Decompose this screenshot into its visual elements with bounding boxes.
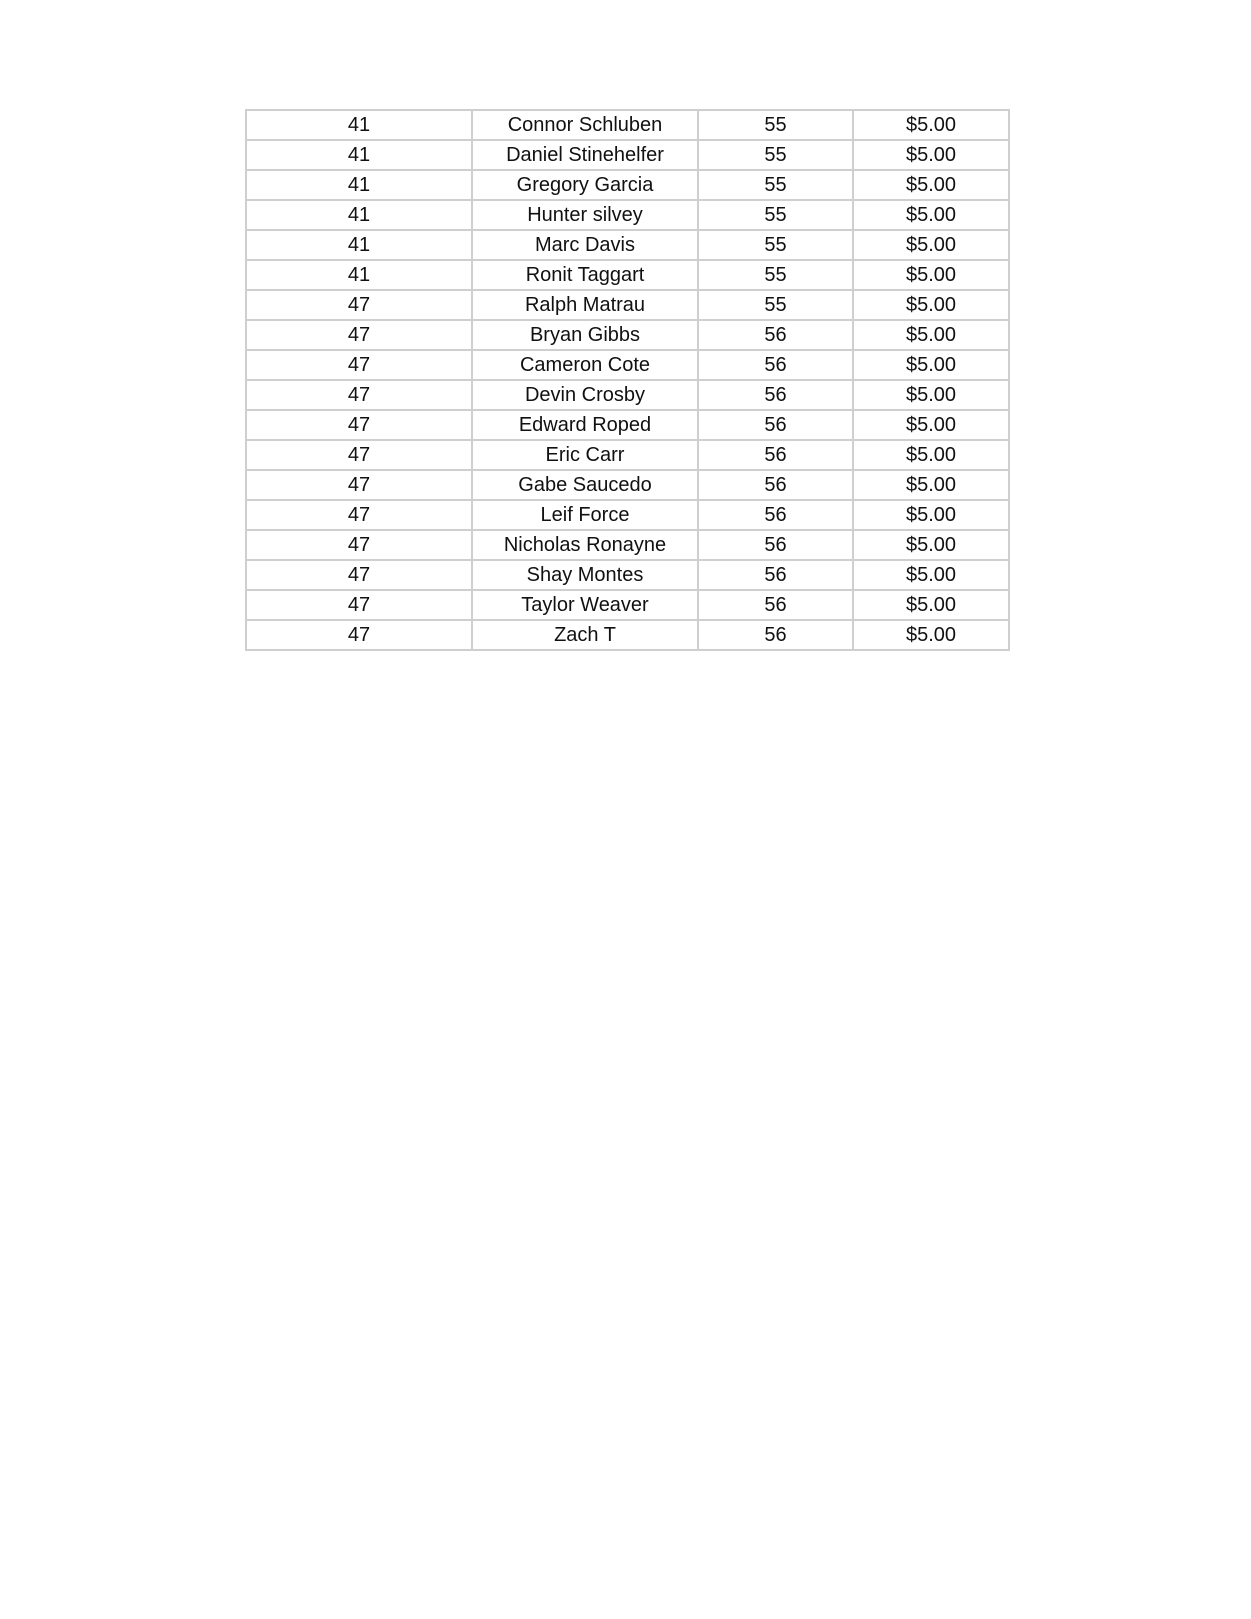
place-cell: 47 <box>246 290 472 320</box>
score-cell: 55 <box>698 170 853 200</box>
player-name-cell: Marc Davis <box>472 230 698 260</box>
player-name-cell: Gregory Garcia <box>472 170 698 200</box>
player-name-cell: Bryan Gibbs <box>472 320 698 350</box>
score-cell: 56 <box>698 560 853 590</box>
score-cell: 56 <box>698 590 853 620</box>
score-cell: 55 <box>698 200 853 230</box>
table-row <box>246 170 1009 200</box>
score-cell: 56 <box>698 410 853 440</box>
player-name-cell: Ronit Taggart <box>472 260 698 290</box>
player-name-cell: Hunter silvey <box>472 200 698 230</box>
place-cell: 41 <box>246 110 472 140</box>
score-cell: 56 <box>698 530 853 560</box>
score-cell: 55 <box>698 260 853 290</box>
payout-cell: $5.00 <box>853 440 1009 470</box>
place-cell: 41 <box>246 140 472 170</box>
payout-cell: $5.00 <box>853 230 1009 260</box>
table-row <box>246 350 1009 380</box>
place-cell: 47 <box>246 560 472 590</box>
player-name-cell: Daniel Stinehelfer <box>472 140 698 170</box>
table-row <box>246 140 1009 170</box>
table-row <box>246 200 1009 230</box>
payout-cell: $5.00 <box>853 620 1009 650</box>
score-cell: 56 <box>698 500 853 530</box>
score-cell: 55 <box>698 110 853 140</box>
table-row <box>246 500 1009 530</box>
place-cell: 41 <box>246 200 472 230</box>
place-cell: 47 <box>246 410 472 440</box>
score-cell: 56 <box>698 380 853 410</box>
table-row <box>246 530 1009 560</box>
payout-cell: $5.00 <box>853 290 1009 320</box>
place-cell: 41 <box>246 260 472 290</box>
table-row <box>246 380 1009 410</box>
payout-cell: $5.00 <box>853 410 1009 440</box>
player-name-cell: Zach T <box>472 620 698 650</box>
score-cell: 56 <box>698 320 853 350</box>
payout-cell: $5.00 <box>853 530 1009 560</box>
score-cell: 55 <box>698 230 853 260</box>
table-row <box>246 110 1009 140</box>
player-name-cell: Shay Montes <box>472 560 698 590</box>
player-name-cell: Cameron Cote <box>472 350 698 380</box>
place-cell: 47 <box>246 500 472 530</box>
place-cell: 47 <box>246 440 472 470</box>
results-table-body <box>246 110 1009 650</box>
table-row <box>246 560 1009 590</box>
payout-cell: $5.00 <box>853 380 1009 410</box>
table-row <box>246 440 1009 470</box>
score-cell: 56 <box>698 470 853 500</box>
payout-cell: $5.00 <box>853 140 1009 170</box>
score-cell: 55 <box>698 140 853 170</box>
score-cell: 56 <box>698 620 853 650</box>
payout-cell: $5.00 <box>853 500 1009 530</box>
place-cell: 47 <box>246 350 472 380</box>
score-cell: 56 <box>698 350 853 380</box>
payout-cell: $5.00 <box>853 590 1009 620</box>
player-name-cell: Eric Carr <box>472 440 698 470</box>
place-cell: 47 <box>246 620 472 650</box>
place-cell: 47 <box>246 380 472 410</box>
table-row <box>246 410 1009 440</box>
payout-cell: $5.00 <box>853 260 1009 290</box>
player-name-cell: Devin Crosby <box>472 380 698 410</box>
payout-cell: $5.00 <box>853 320 1009 350</box>
table-row <box>246 620 1009 650</box>
player-name-cell: Gabe Saucedo <box>472 470 698 500</box>
player-name-cell: Leif Force <box>472 500 698 530</box>
place-cell: 47 <box>246 320 472 350</box>
payout-cell: $5.00 <box>853 560 1009 590</box>
place-cell: 47 <box>246 470 472 500</box>
table-row <box>246 290 1009 320</box>
table-row <box>246 320 1009 350</box>
score-cell: 55 <box>698 290 853 320</box>
player-name-cell: Edward Roped <box>472 410 698 440</box>
table-row <box>246 470 1009 500</box>
score-cell: 56 <box>698 440 853 470</box>
payout-cell: $5.00 <box>853 350 1009 380</box>
payout-cell: $5.00 <box>853 200 1009 230</box>
table-row <box>246 230 1009 260</box>
results-table <box>245 109 1010 651</box>
player-name-cell: Connor Schluben <box>472 110 698 140</box>
player-name-cell: Taylor Weaver <box>472 590 698 620</box>
payout-cell: $5.00 <box>853 110 1009 140</box>
place-cell: 41 <box>246 230 472 260</box>
player-name-cell: Nicholas Ronayne <box>472 530 698 560</box>
table-row <box>246 260 1009 290</box>
place-cell: 47 <box>246 590 472 620</box>
player-name-cell: Ralph Matrau <box>472 290 698 320</box>
payout-cell: $5.00 <box>853 170 1009 200</box>
table-row <box>246 590 1009 620</box>
place-cell: 41 <box>246 170 472 200</box>
place-cell: 47 <box>246 530 472 560</box>
payout-cell: $5.00 <box>853 470 1009 500</box>
